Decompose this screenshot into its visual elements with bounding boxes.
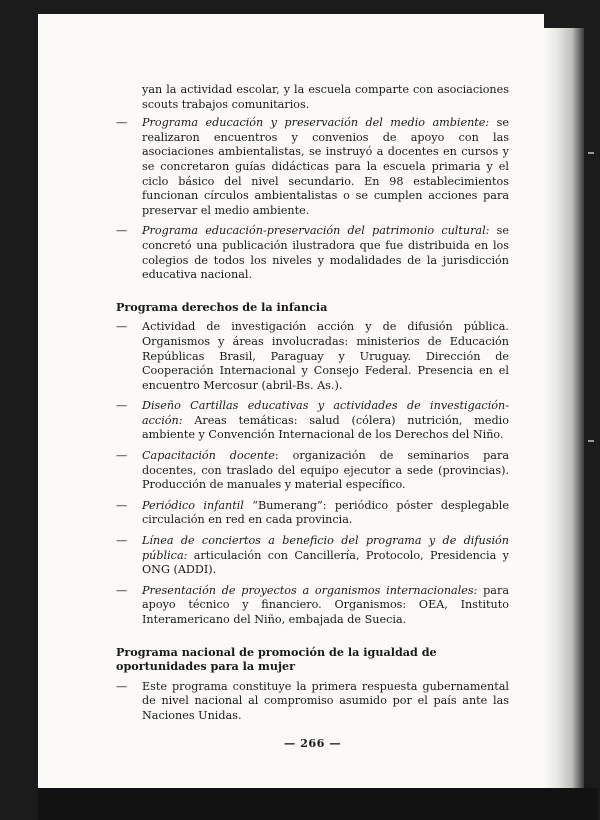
page-edge-mark (588, 152, 594, 154)
list-dash: — (116, 534, 128, 548)
list-dash: — (116, 320, 128, 334)
list-item (116, 449, 509, 493)
item-title: Diseño Cartillas educativas y actividades de investigación-acción: (142, 399, 509, 427)
program-list-education (116, 116, 509, 283)
item-text: se concretó una publicación ilustradora que fue distribuida en los colegios de todos los niveles y modalidades de la jurisdicción educativa nacional. (142, 224, 509, 282)
book-spine-shadow (544, 28, 584, 798)
item-title: Línea de conciertos a beneficio del programa y de difusión pública: (142, 534, 509, 562)
list-item (116, 116, 509, 218)
page-number: — 266 — (283, 735, 342, 750)
page-content (116, 83, 509, 750)
list-item (116, 499, 509, 528)
item-title: Capacitación docente (142, 449, 275, 463)
list-dash: — (116, 498, 128, 512)
item-text: articulación con Cancillería, Protocolo, Presidencia y ONG (ADDI). (142, 548, 509, 577)
section-heading-mujer: Programa nacional de promoción de la igualdad de oportunidades para la mujer (116, 644, 437, 674)
list-item (116, 224, 509, 282)
item-text: Actividad de investigación acción y de difusión pública. Organismos y áreas involucradas: ministerios de Educación Repúblicas Brasil, Paraguay y Uruguay. Dirección de Cooperación Internacional y Consejo Federal. Presencia en el encuentro Mercosur (abril-Bs. As.). (142, 320, 509, 392)
item-title: Presentación de proyectos a organismos internacionales: (142, 583, 478, 597)
section-heading-infancia: Programa derechos de la infancia (116, 299, 328, 314)
item-title: Programa educación y preservación del medio ambiente: (142, 116, 490, 130)
item-title: Programa educación-preservación del patrimonio cultural: (142, 224, 490, 238)
list-item (116, 399, 509, 443)
continuation-paragraph: yan la actividad escolar, y la escuela comparte con asociaciones scouts trabajos comunitarios. (142, 83, 509, 111)
item-text: : organización de seminarios para docentes, con traslado del equipo ejecutor a sede (provincias). Producción de manuales y material específico. (142, 449, 509, 492)
list-dash: — (116, 449, 128, 463)
list-item (116, 584, 509, 628)
item-text: Areas temáticas: salud (cólera) nutrición, medio ambiente y Convención Internacional de los Derechos del Niño. (142, 413, 509, 442)
list-dash: — (116, 679, 128, 693)
item-text: se realizaron encuentros y convenios de apoyo con las asociaciones ambientalistas, se instruyó a docentes en cursos y se concretaron guías didácticas para la escuela primaria y el ciclo básico del nivel secundario. En 98 establecimientos funcionan círculos ambientalistas o se cumplen acciones para preservar el medio ambiente. (142, 116, 509, 217)
item-text: “Bumerang”: periódico póster desplegable circulación en red en cada provincia. (142, 498, 509, 527)
list-dash: — (116, 583, 128, 597)
list-item (116, 534, 509, 578)
item-text: Este programa constituye la primera respuesta gubernamental de nivel nacional al compromiso asumido por el país ante las Naciones Unidas. (142, 679, 509, 722)
program-list-mujer (116, 680, 509, 724)
page-edge-mark (588, 440, 594, 442)
item-text: para apoyo técnico y financiero. Organismos: OEA, Instituto Interamericano del Niño, embajada de Suecia. (142, 583, 509, 626)
program-list-infancia (116, 320, 509, 627)
list-dash: — (116, 399, 128, 413)
list-dash: — (116, 224, 128, 238)
bottom-shadow (38, 788, 598, 820)
list-item (116, 320, 509, 393)
list-dash: — (116, 116, 128, 130)
item-title: Periódico infantil (142, 498, 244, 512)
list-item (116, 680, 509, 724)
